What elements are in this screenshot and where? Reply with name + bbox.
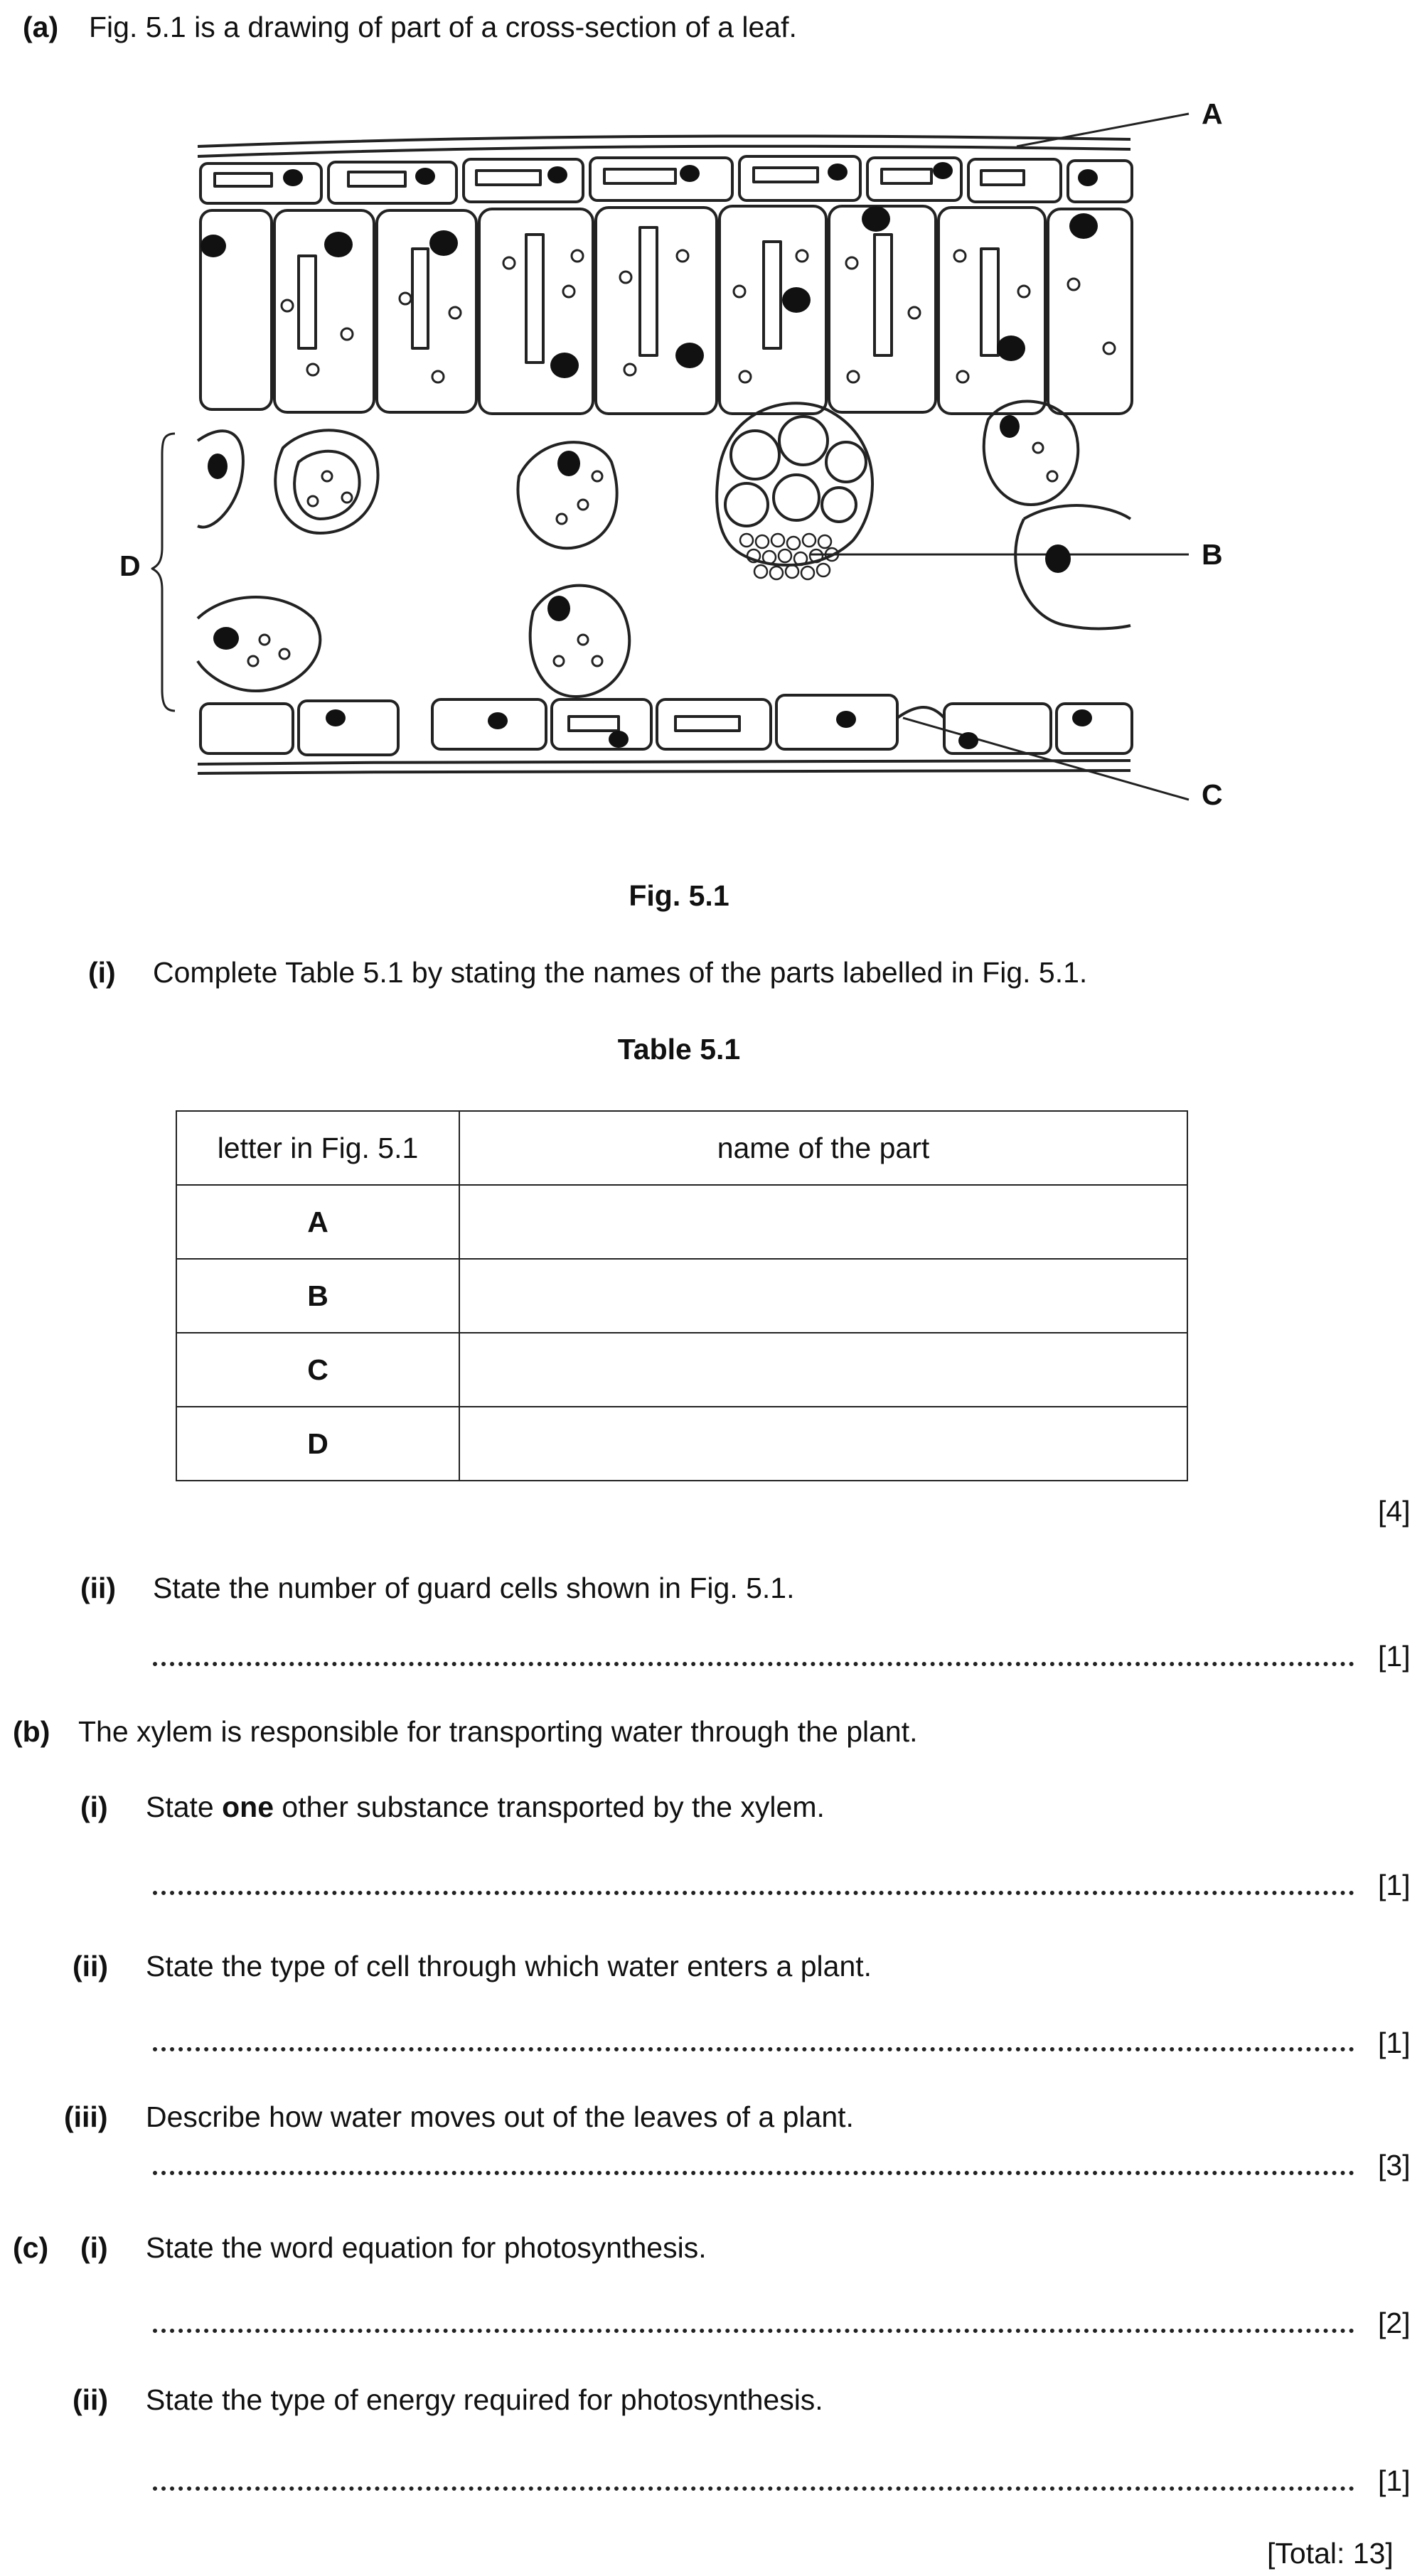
marks-c-ii: [1] xyxy=(1378,2464,1411,2497)
part-b-ii-text: State the type of cell through which water enters a plant. xyxy=(146,1950,872,1982)
part-c-ii-label: (ii) xyxy=(73,2383,109,2416)
part-a-i-label: (i) xyxy=(88,956,116,989)
row-letter: D xyxy=(176,1407,459,1481)
marks-a-i: [4] xyxy=(1378,1495,1411,1528)
row-letter: A xyxy=(176,1185,459,1259)
table-title: Table 5.1 xyxy=(617,1033,741,1066)
part-b-i-text: State one other substance transported by the xylem. xyxy=(146,1791,825,1823)
answer-line-c-ii[interactable] xyxy=(153,2486,1354,2491)
answer-line-b-i[interactable] xyxy=(153,1891,1354,1895)
figure-label-c: C xyxy=(1202,778,1223,811)
part-a-intro: Fig. 5.1 is a drawing of part of a cross-section of a leaf. xyxy=(89,11,797,43)
part-a-label: (a) xyxy=(23,11,59,43)
part-b-intro: The xylem is responsible for transporting water through the plant. xyxy=(78,1715,918,1748)
table-row xyxy=(176,1185,1187,1259)
row-answer-cell[interactable] xyxy=(459,1407,1187,1481)
row-answer-cell[interactable] xyxy=(459,1333,1187,1407)
table-row xyxy=(176,1259,1187,1333)
marks-b-i: [1] xyxy=(1378,1869,1411,1901)
answer-line-c-i[interactable] xyxy=(153,2329,1354,2333)
marks-a-ii: [1] xyxy=(1378,1640,1411,1673)
marks-b-ii: [1] xyxy=(1378,2027,1411,2059)
marks-c-i: [2] xyxy=(1378,2307,1411,2339)
part-c-i-text: State the word equation for photosynthesis. xyxy=(146,2231,707,2264)
part-c-i-label: (i) xyxy=(80,2231,108,2264)
answer-line-b-ii[interactable] xyxy=(153,2047,1354,2051)
answer-line-b-iii[interactable] xyxy=(153,2171,1354,2175)
total-marks: [Total: 13] xyxy=(1267,2537,1394,2570)
leaf-cross-section-figure xyxy=(0,78,1422,825)
part-c-ii-text: State the type of energy required for photosynthesis. xyxy=(146,2383,823,2416)
marks-b-iii: [3] xyxy=(1378,2149,1411,2181)
part-a-ii-label: (ii) xyxy=(80,1572,117,1604)
part-b-iii-label: (iii) xyxy=(64,2100,108,2133)
row-letter: B xyxy=(176,1259,459,1333)
part-c-label: (c) xyxy=(13,2231,49,2264)
figure-label-d: D xyxy=(119,549,141,582)
part-b-iii-text: Describe how water moves out of the leaves of a plant. xyxy=(146,2100,854,2133)
part-b-label: (b) xyxy=(13,1715,50,1748)
row-letter: C xyxy=(176,1333,459,1407)
row-answer-cell[interactable] xyxy=(459,1259,1187,1333)
part-b-ii-label: (ii) xyxy=(73,1950,109,1982)
table-5-1 xyxy=(176,1110,1188,1481)
row-answer-cell[interactable] xyxy=(459,1185,1187,1259)
part-a-ii-text: State the number of guard cells shown in Fig. 5.1. xyxy=(153,1572,795,1604)
table-row xyxy=(176,1407,1187,1481)
figure-caption: Fig. 5.1 xyxy=(629,879,729,912)
part-b-i-label: (i) xyxy=(80,1791,108,1823)
answer-line-a-ii[interactable] xyxy=(153,1662,1354,1666)
figure-label-b: B xyxy=(1202,538,1223,571)
table-header-letter: letter in Fig. 5.1 xyxy=(176,1111,459,1185)
part-a-i-text: Complete Table 5.1 by stating the names of the parts labelled in Fig. 5.1. xyxy=(153,956,1088,989)
figure-label-a: A xyxy=(1202,97,1223,130)
table-row xyxy=(176,1333,1187,1407)
table-header-name: name of the part xyxy=(459,1111,1187,1185)
